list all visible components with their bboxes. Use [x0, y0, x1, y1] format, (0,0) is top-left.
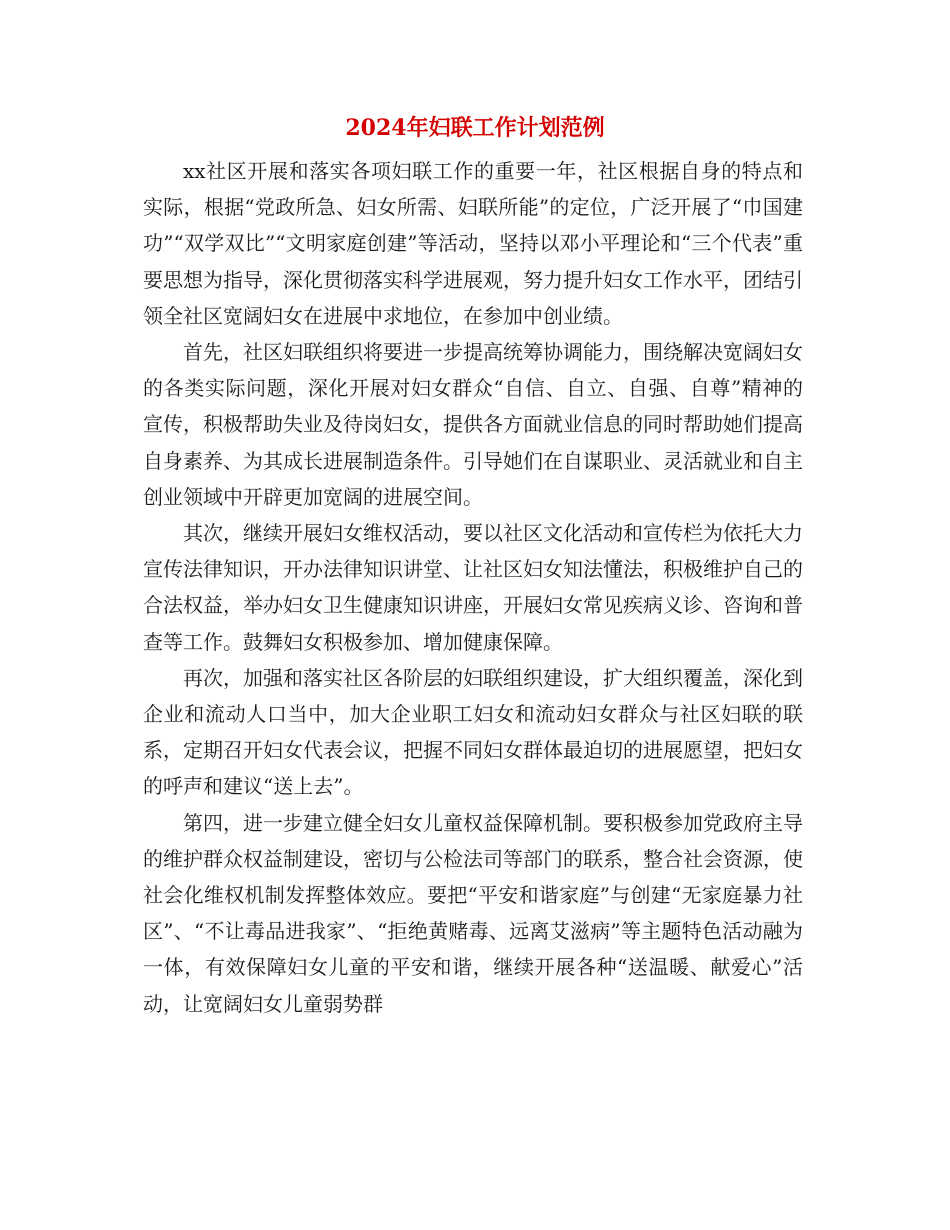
- paragraph-5: 第四，进一步建立健全妇女儿童权益保障机制。要积极参加党政府主导的维护群众权益制建设，密切与公检法司等部门的联系，整合社会资源，使社会化维权机制发挥整体效应。要把“平安和谐家庭”与创建“无家庭暴力社区”、“不让毒品进我家”、“拒绝黄赌毒、远离艾滋病”等主题特色活动融为一体，有效保障妇女儿童的平安和谐，继续开展各种“送温暖、献爱心”活动，让宽阔妇女儿童弱势群: [143, 810, 803, 1016]
- document-title: 2024年妇联工作计划范例: [345, 115, 605, 141]
- document-body: [143, 153, 803, 1022]
- paragraph-3: 其次，继续开展妇女维权活动，要以社区文化活动和宣传栏为依托大力宣传法律知识，开办法律知识讲堂、让社区妇女知法懂法，积极维护自己的合法权益，举办妇女卫生健康知识讲座，开展妇女常见疾病义诊、咨询和普查等工作。鼓舞妇女积极参加、增加健康保障。: [143, 521, 803, 654]
- paragraph-1: xx社区开展和落实各项妇联工作的重要一年，社区根据自身的特点和实际，根据“党政所急、妇女所需、妇联所能”的定位，广泛开展了“巾国建功”“双学双比”“文明家庭创建”等活动，坚持以邓小平理论和“三个代表”重要思想为指导，深化贯彻落实科学进展观，努力提升妇女工作水平，团结引领全社区宽阔妇女在进展中求地位，在参加中创业绩。: [143, 159, 803, 328]
- paragraph-2: 首先，社区妇联组织将要进一步提高统筹协调能力，围绕解决宽阔妇女的各类实际问题，深化开展对妇女群众“自信、自立、自强、自尊”精神的宣传，积极帮助失业及待岗妇女，提供各方面就业信息的同时帮助她们提高自身素养、为其成长进展制造条件。引导她们在自谋职业、灵活就业和自主创业领域中开辟更加宽阔的进展空间。: [143, 340, 803, 509]
- paragraph-4: 再次，加强和落实社区各阶层的妇联组织建设，扩大组织覆盖，深化到企业和流动人口当中，加大企业职工妇女和流动妇女群众与社区妇联的联系，定期召开妇女代表会议，把握不同妇女群体最迫切的进展愿望，把妇女的呼声和建议“送上去”。: [143, 665, 803, 799]
